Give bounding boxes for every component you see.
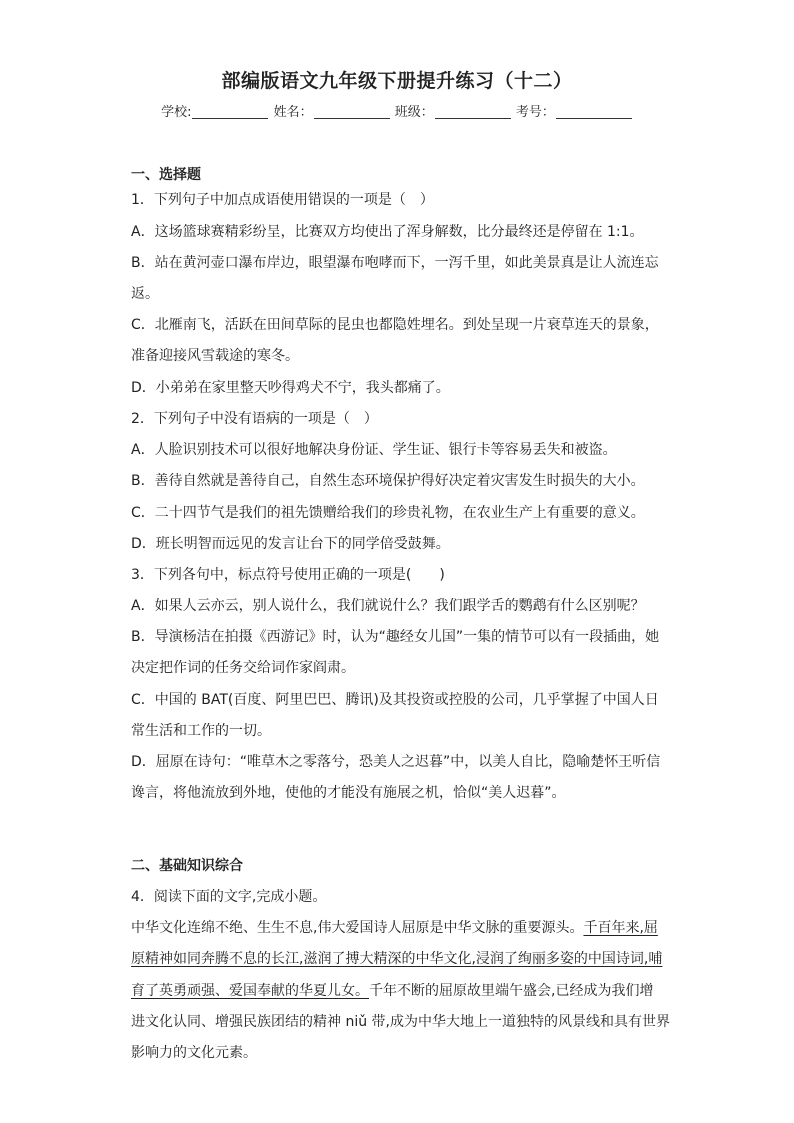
question-3-option-c-line1: C．中国的 BAT(百度、阿里巴巴、腾讯)及其投资或控股的公司，几乎掌握了中国人日 (131, 692, 659, 708)
question-3-option-a: A．如果人云亦云，别人说什么，我们就说什么？我们跟学舌的鹦鹉有什么区别呢？ (131, 598, 645, 614)
question-2-option-a: A．人脸识别技术可以很好地解决身份证、学生证、银行卡等容易丢失和被盗。 (131, 442, 617, 458)
passage-line-3 (131, 981, 653, 1001)
question-2-option-b: B．善待自然就是善待自己，自然生态环境保护得好决定着灾害发生时损失的大小。 (131, 473, 645, 489)
page-title: 部编版语文九年级下册提升练习（十二） (221, 70, 573, 92)
name-blank[interactable] (314, 104, 390, 119)
question-3-option-b-line1: B．导演杨洁在拍摄《西游记》时，认为“趣经女儿国”一集的情节可以有一段插曲，她 (131, 629, 660, 645)
exam-number-label: 考号： (515, 105, 555, 120)
question-2-stem: 2．下列句子中没有语病的一项是（ ） (131, 411, 378, 427)
section-heading-basic-knowledge: 二、基础知识综合 (131, 858, 243, 874)
school-blank[interactable] (192, 104, 268, 119)
passage-text: 中华文化连绵不绝、生生不息,伟大爱国诗人屈原是中华文脉的重要源头。 (131, 920, 584, 936)
question-3-stem: 3．下列各句中，标点符号使用正确的一项是( ) (131, 567, 445, 583)
passage-line-1 (131, 918, 658, 938)
passage-line-5: 影响力的文化元素。 (131, 1045, 257, 1061)
question-2-option-c: C．二十四节气是我们的祖先馈赠给我们的珍贵礼物，在农业生产上有重要的意义。 (131, 505, 645, 521)
passage-line-4: 进文化认同、增强民族团结的精神 niǔ 带,成为中华大地上一道独特的风景线和具有世界 (131, 1014, 670, 1030)
question-3-option-b-line2: 决定把作词的任务交给词作家阎肃。 (131, 660, 355, 676)
question-3-option-c-line2: 常生活和工作的一切。 (131, 723, 271, 739)
question-2-option-d: D．班长明智而远见的发言让台下的同学倍受鼓舞。 (131, 536, 450, 552)
exam-number-blank[interactable] (556, 104, 632, 119)
question-1-option-b-line1: B．站在黄河壶口瀑布岸边，眼望瀑布咆哮而下，一泻千里，如此美景真是让人流连忘 (131, 255, 659, 271)
question-3-option-d-line1: D．屈原在诗句：“唯草木之零落兮，恐美人之迟暮”中，以美人自比，隐喻楚怀王听信 (131, 754, 661, 770)
question-1-option-c-line1: C．北雁南飞，活跃在田间草际的昆虫也都隐姓埋名。到处呈现一片衰草连天的景象， (131, 317, 659, 333)
passage-line-2-underlined: 原精神如同奔腾不息的长江,滋润了搏大精深的中华文化,浸润了绚丽多姿的中国诗词,哺 (131, 951, 663, 967)
name-label: 姓名： (273, 105, 313, 120)
question-4-stem: 4．阅读下面的文字,完成小题。 (131, 889, 327, 905)
underlined-passage-text: 千百年来,屈 (583, 920, 658, 936)
question-1-option-a: A．这场篮球赛精彩纷呈，比赛双方均使出了浑身解数，比分最终还是停留在 1:1。 (131, 224, 644, 240)
passage-text: 千年不断的屈原故里端午盛会,已经成为我们增 (369, 983, 654, 999)
section-heading-choice: 一、选择题 (131, 167, 201, 183)
class-label: 班级： (394, 105, 434, 120)
question-1-stem: 1．下列句子中加点成语使用错误的一项是（ ） (131, 192, 434, 208)
school-label: 学校: (161, 105, 192, 120)
underlined-passage-text: 育了英勇顽强、爱国奉献的华夏儿女。 (131, 983, 369, 999)
question-3-option-d-line2: 谗言，将他流放到外地，使他的才能没有施展之机，恰似“美人迟暮”。 (131, 785, 566, 801)
question-1-option-c-line2: 准备迎接风雪载途的寒冬。 (131, 348, 299, 364)
class-blank[interactable] (435, 104, 511, 119)
question-1-option-d: D．小弟弟在家里整天吵得鸡犬不宁，我头都痛了。 (131, 380, 450, 396)
question-1-option-b-line2: 返。 (131, 286, 159, 302)
student-info-row (0, 101, 794, 120)
